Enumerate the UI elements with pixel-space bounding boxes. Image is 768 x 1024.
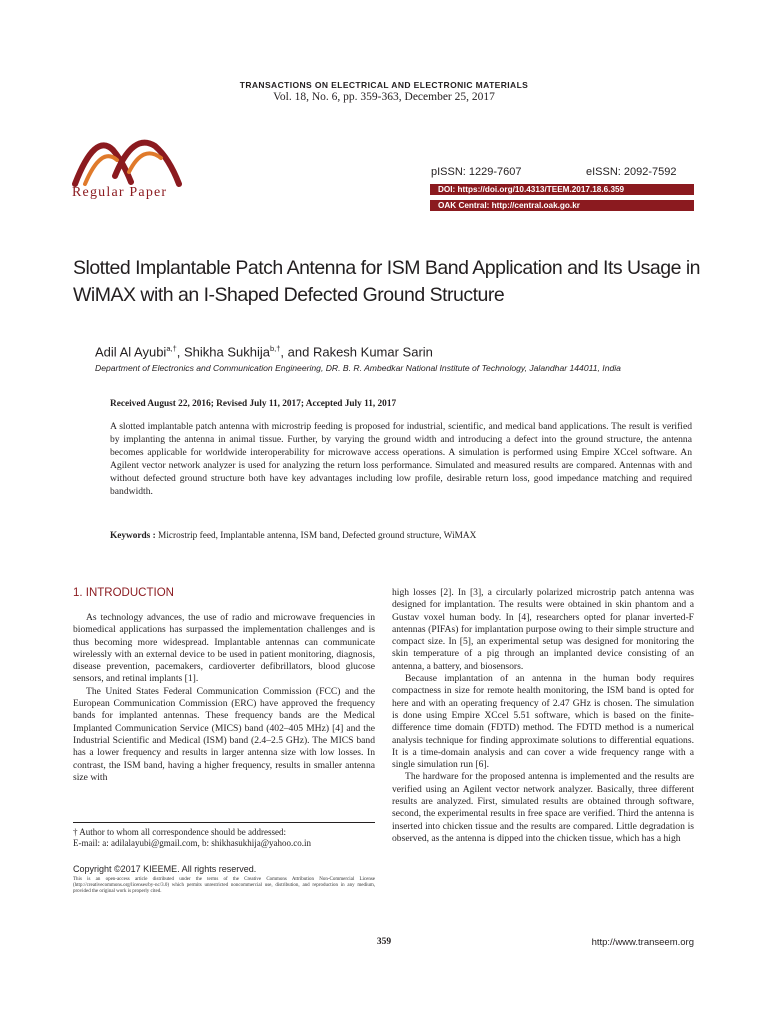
doi-link[interactable]: DOI: https://doi.org/10.4313/TEEM.2017.18.6.359 — [430, 184, 694, 195]
pissn: pISSN: 1229-7607 — [431, 166, 522, 178]
author-superscript: b,† — [269, 344, 281, 353]
journal-volume-line: Vol. 18, No. 6, pp. 359-363, December 25, 2017 — [273, 91, 495, 103]
article-dates: Received August 22, 2016; Revised July 11, 2017; Accepted July 11, 2017 — [110, 399, 397, 409]
regular-paper-label: Regular Paper — [72, 185, 168, 200]
author-name: and Rakesh Kumar Sarin — [287, 344, 433, 360]
copyright: Copyright ©2017 KIEEME. All rights reserved. — [73, 864, 257, 874]
article-title: Slotted Implantable Patch Antenna for ISM Band Application and Its Usage in WiMAX with an I-Shaped Defected Ground Structure — [73, 257, 701, 306]
section-heading: 1. INTRODUCTION — [73, 587, 174, 599]
paragraph: The United States Federal Communication Commission (FCC) and the European Communication Commission (ERC) have approved the frequency bands for implanted antennas. These frequency bands are the Medical Implanted Communication Service (MICS) band (402–405 MHz) [4] and the Industrial Scientific and Medical (ISM) band (2.4–2.5 GHz). The MICS band has a lower frequency and results in larger antenna size with low losses. In contrast, the ISM band, having a higher frequency, results in smaller antenna size with — [73, 685, 375, 783]
journal-name: TRANSACTIONS ON ELECTRICAL AND ELECTRONIC MATERIALS — [239, 80, 529, 90]
eissn: eISSN: 2092-7592 — [586, 166, 677, 178]
author-name: Shikha Sukhija — [183, 344, 270, 360]
keywords-label: Keywords : — [110, 531, 156, 541]
affiliation: Department of Electronics and Communication Engineering, DR. B. R. Ambedkar National Institute of Technology, Jalandhar 144011, India — [95, 363, 621, 373]
author-superscript: a,† — [166, 344, 177, 353]
paragraph: Because implantation of an antenna in the human body requires compactness in size for remote health monitoring, the ISM band is opted for here and with an operating frequency of 2.47 GHz is chosen. The simulation is done using Empire XCcel 5.51 software, which is based on the finite-difference time domain (FDTD) method. The FDTD method is a numerical analysis technique for finding approximate solutions to differential equations. It is a time-domain analysis and can cover a wide frequency range with a single simulation run [6]. — [392, 673, 694, 771]
author-list: Adil Al Ayubi$^{a,\dagger}$, Shikha Sukhija$^{b,\dagger}$, and Rakesh Kumar Sarin — [95, 344, 433, 360]
footnote-divider — [73, 822, 375, 823]
license-text: This is an open-access article distributed under the terms of the Creative Commons Attribution Non-Commercial License (http://creativecommons.org/licenses/by-nc/3.0) which permits unrestricted noncommercial use, distribution, and reproduction in any medium, provided the original work is properly cited. — [73, 877, 375, 894]
paragraph: The hardware for the proposed antenna is implemented and the results are verified using an Agilent vector network analyzer. Basically, three different results are analyzed. First, simulated results are obtained through software, second, the experimental results in free space are verified. Third the antenna is inserted into chicken tissue and the results are compared. Little degradation is observed, as the antenna is dipped into the chicken tissue, which has a high — [392, 771, 694, 844]
journal-url[interactable]: http://www.transeem.org — [591, 937, 694, 948]
correspondence-footnote — [73, 827, 375, 849]
footnote-line: † Author to whom all correspondence should be addressed: — [73, 827, 286, 837]
oak-central-link[interactable]: OAK Central: http://central.oak.go.kr — [430, 200, 694, 211]
footnote-email[interactable]: E-mail: a: adilalayubi@gmail.com, b: shikhasukhija@yahoo.co.in — [73, 838, 312, 848]
right-column — [392, 587, 694, 845]
keywords-text: Microstrip feed, Implantable antenna, ISM band, Defected ground structure, WiMAX — [158, 531, 477, 541]
logo-arc-inner — [85, 156, 117, 184]
paragraph: high losses [2]. In [3], a circularly polarized microstrip patch antenna was designed for implantation. The results were obtained in skin phantom and a Gustav voxel human body. In [4], researchers opted for planar inverted-F antennas (PIFAs) for implantation purpose owing to their simple structure and compact size. In [5], an experimental setup was designed for monitoring the skin temperature of a pig through an implanted device consisting of an antenna, a battery, and biosensors. — [392, 587, 694, 672]
abstract: A slotted implantable patch antenna with microstrip feeding is proposed for industrial, scientific, and medical band applications. The result is verified by implanting the antenna in animal tissue. Further, by varying the ground width and introducing a defect into the ground structure, the antenna becomes applicable for worldwide interoperability for microwave access operations. A simulation is performed using Empire XCcel software. An Agilent vector network analyzer is used for analyzing the return loss performance. Simulated and measured results are compared. Antennas with and without defected ground structure both have key advantages including low profile, desirable return loss, good impedance matching and required bandwidth. — [110, 421, 692, 497]
paragraph: As technology advances, the use of radio and microwave frequencies in biomedical applications has surpassed the implementation challenges and is thus becoming more widespread. Implantable antennas can communicate wirelessly with an external device to be used in patient monitoring, diagnosis, disease prevention, pacemakers, cardioverter defibrillators, blood glucose sensors, and retinal implants [1]. — [73, 612, 375, 685]
logo-arc-right-inner — [129, 153, 161, 172]
author-name: Adil Al Ayubi — [95, 344, 167, 360]
left-column — [73, 612, 375, 784]
keywords — [110, 531, 692, 541]
page-number: 359 — [376, 937, 392, 947]
